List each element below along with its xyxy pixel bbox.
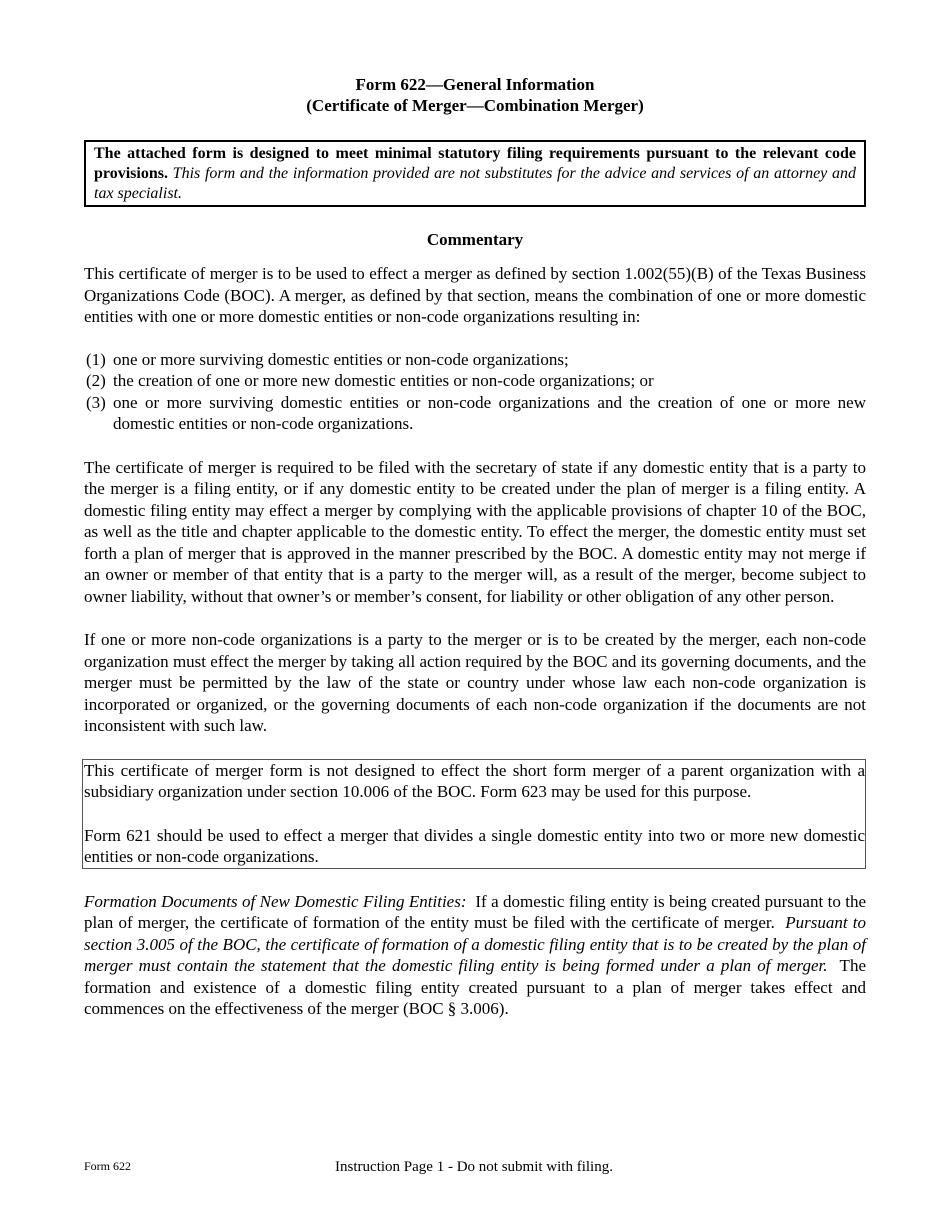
list-item-text: one or more surviving domestic entities or non-code organizations;: [113, 349, 569, 369]
divisive-merger-note: Form 621 should be used to effect a merger that divides a single domestic entity into two or more new domestic entities or non-code organizations.: [84, 825, 865, 866]
list-item: [84, 370, 866, 392]
disclaimer-bold-text: The attached form is designed to meet minimal statutory filing requirements pursuant to the relevant code provisions.: [94, 145, 856, 182]
filing-requirement-paragraph: The certificate of merger is required to be filed with the secretary of state if any domestic entity that is a party to the merger is a filing entity, or if any domestic entity to be created under the plan of merger is a filing entity. A domestic filing entity may effect a merger by complying with the applicable provisions of chapter 10 of the BOC, as well as the title and chapter applicable to the domestic entity. To effect the merger, the domestic entity must set forth a plan of merger that is approved in the manner prescribed by the BOC. A domestic entity may not merge if an owner or member of that entity that is a party to the merger will, as a result of the merger, become subject to owner liability, without that owner’s or member’s consent, for liability or other obligation of any other person.: [84, 457, 866, 606]
footer-form-label: Form 622: [84, 1159, 132, 1173]
title-line-1: Form 622—General Information: [355, 75, 595, 94]
list-item-text: the creation of one or more new domestic entities or non-code organizations; or: [113, 371, 654, 390]
formation-text-1: If a domestic filing entity is being created pursuant to the plan of merger, the certificate of formation of the entity must be filed with the certificate of merger.: [84, 891, 871, 932]
commentary-heading: Commentary: [426, 230, 524, 249]
title-line-2: (Certificate of Merger—Combination Merger): [306, 96, 644, 115]
footer-page-note: Instruction Page 1 - Do not submit with filing.: [335, 1159, 613, 1175]
formation-italic-text: Pursuant to section 3.005 of the BOC, the certificate of formation of a domestic filing entity that is to be created by the plan of merger must contain the statement that the domestic filing entity is being formed under a plan of merger.: [84, 913, 866, 975]
short-form-merger-note: This certificate of merger form is not designed to effect the short form merger of a parent organization with a subsidiary organization under section 10.006 of the BOC. Form 623 may be used for this purpose.: [84, 760, 865, 801]
page-title: [84, 74, 866, 116]
list-item-number: (1): [86, 349, 106, 369]
document-page: [84, 74, 871, 1020]
formation-documents-label: Formation Documents of New Domestic Filing Entities:: [84, 891, 467, 911]
non-code-organization-paragraph: If one or more non-code organizations is a party to the merger or is to be created by the merger, each non-code organization must effect the merger by taking all action required by the BOC and its governing documents, and the merger must be permitted by the law of the state or country under whose law each non-code organization is incorporated or organized, or the governing documents of each non-code organization if the documents are not inconsistent with such law.: [84, 630, 866, 735]
list-item: [84, 392, 866, 435]
list-item: [84, 349, 866, 371]
list-item-number: (2): [86, 371, 106, 390]
formation-documents-paragraph: [84, 891, 871, 1020]
disclaimer-italic-text: This form and the information provided are not substitutes for the advice and services of an attorney and tax specialist.: [94, 165, 856, 202]
list-item-text: one or more surviving domestic entities or non-code organizations and the creation of one or more new domestic entities or non-code organizations.: [113, 392, 866, 433]
form-usage-note-box: [82, 759, 866, 869]
list-item-number: (3): [86, 392, 106, 412]
intro-paragraph: This certificate of merger is to be used to effect a merger as defined by section 1.002(55)(B) of the Texas Business Organizations Code (BOC). A merger, as defined by that section, means the combination of one or more domestic entities with one or more domestic entities or non-code organizations resulting in:: [84, 264, 866, 326]
merger-results-list: [84, 349, 866, 435]
formation-text-2: The formation and existence of a domestic filing entity created pursuant to a plan of merger takes effect and commences on the effectiveness of the merger (BOC § 3.006).: [84, 956, 871, 1018]
disclaimer-box: [84, 140, 866, 207]
